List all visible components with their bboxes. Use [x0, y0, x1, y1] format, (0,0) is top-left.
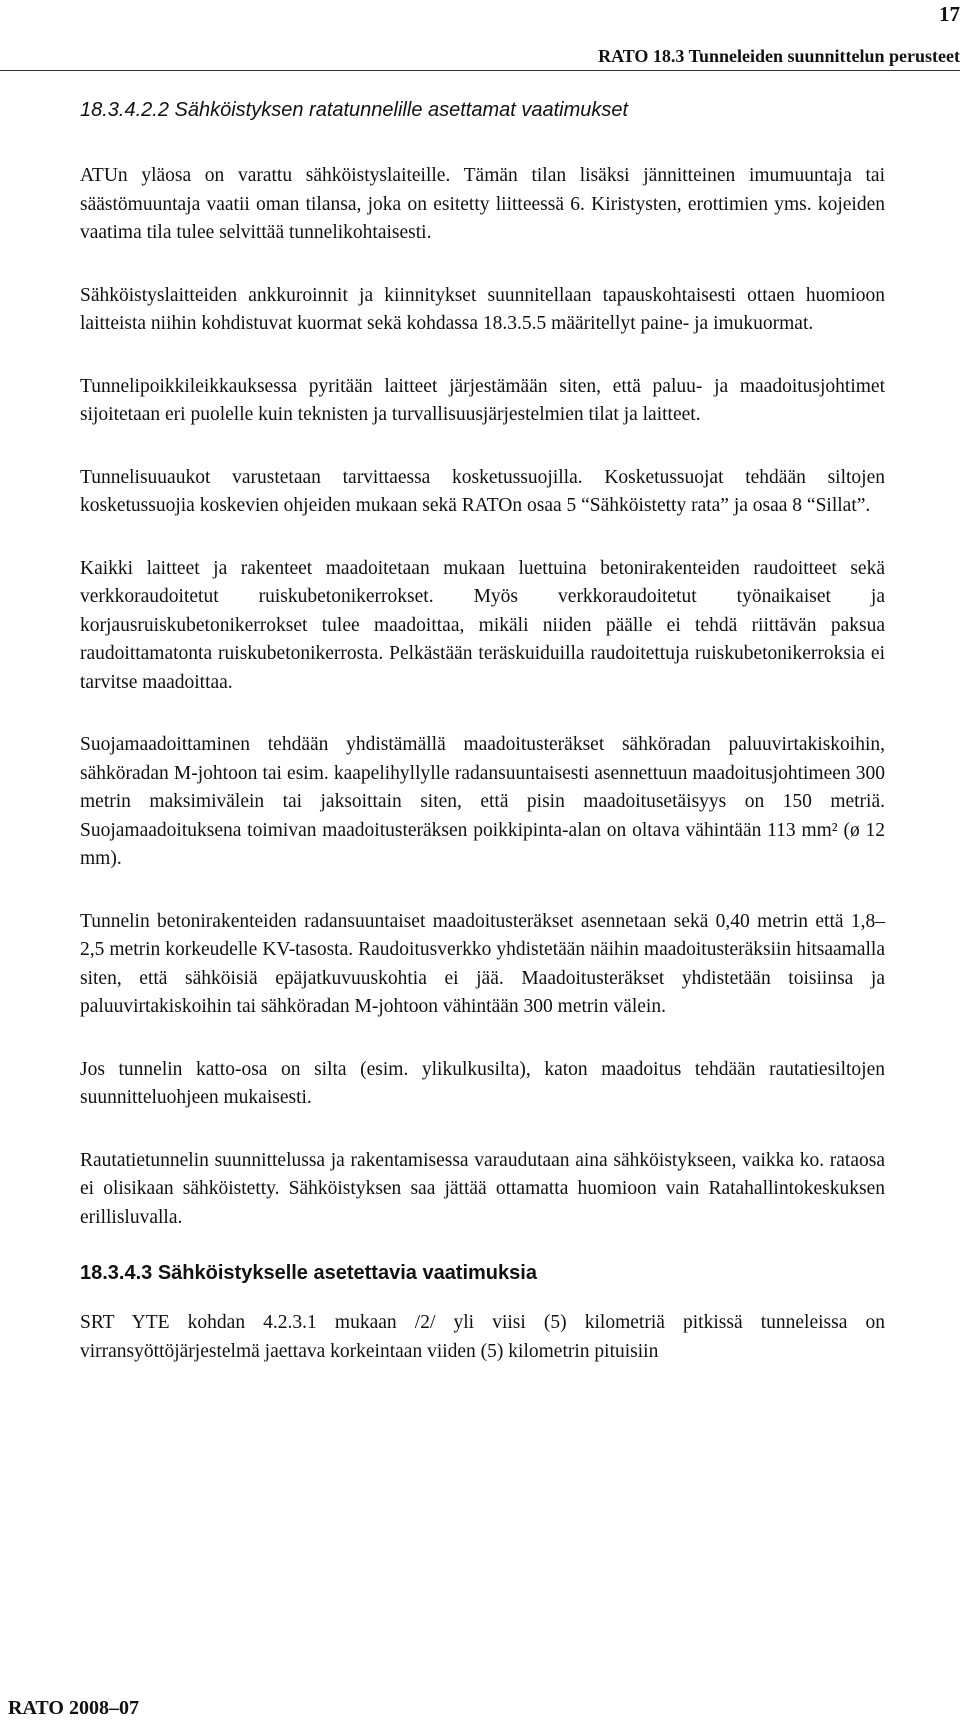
paragraph-roof-bridge: Jos tunnelin katto-osa on silta (esim. ylikulkusilta), katon maadoitus tehdään rautatiesiltojen suunnitteluohjeen mukaisesti.	[80, 1058, 885, 1108]
paragraph-anchoring: Sähköistyslaitteiden ankkuroinnit ja kiinnitykset suunnitellaan tapauskohtaisesti ottaen huomioon laitteista niihin kohdistuvat kuormat sekä kohdassa 18.3.5.5 määritellyt paine- ja imukuormat.	[80, 284, 885, 334]
paragraph-electrification-provision: Rautatietunnelin suunnittelussa ja rakentamisessa varaudutaan aina sähköistykseen, vaikka ko. rataosa ei olisikaan sähköistetty. Sähköistyksen saa jättää ottamatta huomioon vain Ratahallintokeskuksen erillisluvalla.	[80, 1149, 885, 1228]
paragraph-cross-section: Tunnelipoikkileikkauksessa pyritään laitteet järjestämään siten, että paluu- ja maadoitusjohtimet sijoitetaan eri puolelle kuin teknisten ja turvallisuusjärjestelmien tilat ja laitteet.	[80, 375, 885, 425]
paragraph-atu-space: ATUn yläosa on varattu sähköistyslaiteille. Tämän tilan lisäksi jännitteinen imumuuntaja tai säästömuuntaja vaatii oman tilansa, joka on esitetty liitteessä 6. Kiristysten, erottimien yms. kojeiden vaatima tila tulee selvittää tunnelikohtaisesti.	[80, 165, 885, 243]
document-body	[80, 97, 885, 1400]
header-rule	[0, 70, 960, 71]
paragraph-earthing-bars: Tunnelin betonirakenteiden radansuuntaiset maadoitusteräkset asennetaan sekä 0,40 metrin että 1,8–2,5 metrin korkeudelle KV-tasosta. Raudoitusverkko yhdistetään näihin maadoitusteräksiin hitsaamalla siten, että sähköisiä epäjatkuvuuskohtia ei jää. Maadoitusteräkset yhdistetään toisiinsa ja paluuvirtakiskoihin tai sähköradan M-johtoon vähintään 300 metrin välein.	[80, 910, 885, 1017]
paragraph-grounding: Kaikki laitteet ja rakenteet maadoitetaan mukaan luettuina betonirakenteiden raudoitteet sekä verkkoraudoitetut ruiskubetonikerrokset. Myös verkkoraudoitetut työnaikaiset ja korjausruiskubetonikerrokset tulee maadoittaa, mikäli niiden päälle ei tehdä riittävän paksua raudoittamatonta ruiskubetonikerrosta. Pelkästään teräskuiduilla raudoitettuja ruiskubetonikerroksia ei tarvitse maadoittaa.	[80, 557, 885, 693]
paragraph-srt-yte: SRT YTE kohdan 4.2.3.1 mukaan /2/ yli viisi (5) kilometriä pitkissä tunneleissa on virransyöttöjärjestelmä jaettava korkeintaan viiden (5) kilometrin pituisiin	[80, 1312, 885, 1362]
section-heading-18-3-4-2-2: 18.3.4.2.2 Sähköistyksen ratatunnelille asettamat vaatimukset	[80, 99, 629, 121]
section-heading-18-3-4-3: 18.3.4.3 Sähköistykselle asetettavia vaatimuksia	[80, 1262, 537, 1284]
paragraph-protective-earthing: Suojamaadoittaminen tehdään yhdistämällä maadoitusteräkset sähköradan paluuvirtakiskoihin, sähköradan M-johtoon tai esim. kaapelihyllylle radansuuntaisesti asennettuun maadoitusjohtimeen 300 metrin maksimivälein tai jaksoittain siten, että pisin maadoitusetäisyys on 150 metriä. Suojamaadoituksena toimivan maadoitusteräksen poikkipinta-alan on oltava vähintään 113 mm² (ø 12 mm).	[80, 734, 885, 869]
running-header: RATO 18.3 Tunneleiden suunnittelun perusteet	[598, 46, 960, 66]
page-number: 17	[939, 2, 960, 26]
paragraph-touch-protection: Tunnelisuuaukot varustetaan tarvittaessa kosketussuojilla. Kosketussuojat tehdään siltojen kosketussuojia koskevien ohjeiden mukaan sekä RATOn osaa 5 “Sähköistetty rata” ja osaa 8 “Sillat”.	[80, 466, 885, 516]
footer-document-code: RATO 2008–07	[8, 1697, 139, 1719]
